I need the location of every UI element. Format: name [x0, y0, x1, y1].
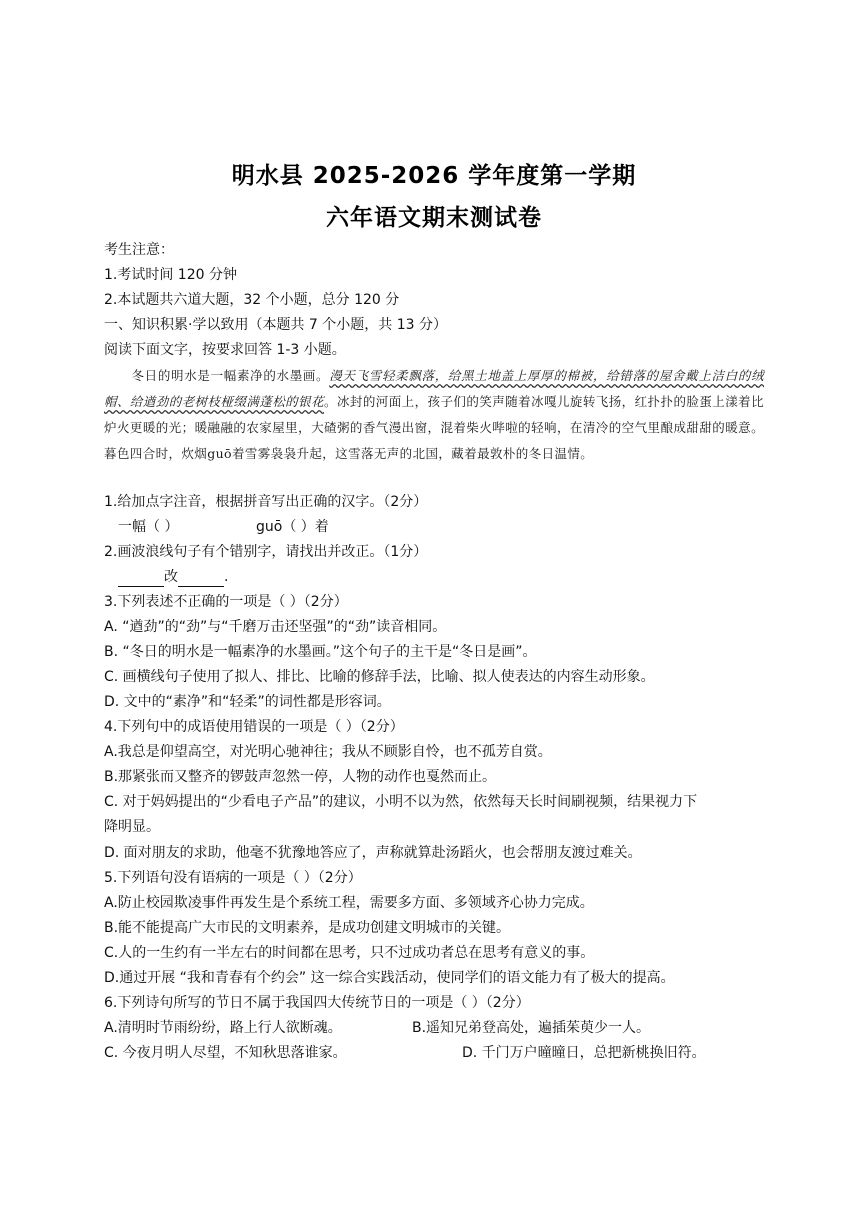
q3-option-d: D. 文中的“素净”和“轻柔”的词性都是形容词。: [104, 694, 391, 710]
notice-heading: 考生注意：: [104, 242, 174, 258]
q6-option-b: B.遥知兄弟登高处，遍插茱萸少一人。: [412, 1020, 651, 1036]
q2-blank-correct[interactable]: [178, 570, 224, 587]
q2-stem: 2.画波浪线句子有个错别字，请找出并改正。（1分）: [104, 544, 428, 560]
q5-option-b: B.能不能提高广大市民的文明素养，是成功创建文明城市的关键。: [104, 920, 511, 936]
section1-instruction: 阅读下面文字，按要求回答 1-3 小题。: [104, 342, 346, 358]
q4-stem: 4.下列句中的成语使用错误的一项是（ ）（2分）: [104, 719, 404, 735]
q3-stem: 3.下列表述不正确的一项是（ ）（2分）: [104, 594, 348, 610]
q4-option-c-line2: 降明显。: [104, 819, 160, 835]
section1-heading: 一、知识积累·学以致用（本题共 7 个小题，共 13 分）: [104, 317, 447, 333]
q6-stem: 6.下列诗句所写的节日不属于我国四大传统节日的一项是（ ）（2分）: [104, 995, 530, 1011]
q2-blank-wrong[interactable]: [118, 570, 164, 587]
passage-text-1: 冬日的明水是一幅素净的水墨画。: [131, 368, 330, 383]
exam-title-line1: 明水县 2025-2026 学年度第一学期: [231, 163, 637, 189]
q4-option-d: D. 面对朋友的求助，他毫不犹豫地答应了，声称就算赴汤蹈火，也会帮朋友渡过难关。: [104, 845, 642, 861]
q3-option-a: A. “遒劲”的“劲”与“千磨万击还坚强”的“劲”读音相同。: [104, 619, 447, 635]
wavy-underlined-sentence: 漫天飞雪轻柔飘落，给黑土地盖上厚厚的棉被，给错落的屋舍戴上洁白的绒帽、给遒劲的老树枝桠缀满蓬松的银花: [104, 368, 764, 409]
q1-item-a: 一幅（ ）: [118, 519, 179, 535]
q3-option-c: C. 画横线句子使用了拟人、排比、比喻的修辞手法，比喻、拟人使表达的内容生动形象。: [104, 669, 655, 685]
q2-end-mark: .: [224, 569, 229, 585]
q5-stem: 5.下列语句没有语病的一项是（ ）（2分）: [104, 870, 362, 886]
q3-option-b: B. “冬日的明水是一幅素净的水墨画。”这个句子的主干是“冬日是画”。: [104, 644, 537, 660]
exam-title-line2: 六年语文期末测试卷: [326, 205, 542, 231]
q4-option-c-line1: C. 对于妈妈提出的“少看电子产品”的建议，小明不以为然，依然每天长时间刷视频，结果视力下: [104, 794, 698, 810]
notice-item-2: 2.本试题共六道大题，32 个小题，总分 120 分: [104, 292, 400, 308]
notice-item-1: 1.考试时间 120 分钟: [104, 267, 237, 283]
q5-option-c: C.人的一生约有一半左右的时间都在思考，只不过成功者总在思考有意义的事。: [104, 945, 595, 961]
passage-text-2: 。冰封的河面上，孩子们的笑声随着冰嘎儿旋转飞扬，红扑扑的脸蛋上漾着比炉火更暖的光；暖融融的农家屋里，大碴粥的香气漫出窗，混着柴火哔啦的轻响，在清冷的空气里酿成甜甜的暖意。暮色四合时，炊烟guō着雪雾袅袅升起，这雪落无声的北国，藏着最敦朴的冬日温情。: [104, 394, 764, 461]
q5-option-a: A.防止校园欺凌事件再发生是个系统工程，需要多方面、多领域齐心协力完成。: [104, 895, 594, 911]
q2-answer-line: [118, 567, 228, 587]
q1-stem: 1.给加点字注音，根据拼音写出正确的汉字。（2分）: [104, 494, 428, 510]
q6-option-c: C. 今夜月明人尽望，不知秋思落谁家。: [104, 1045, 347, 1061]
q6-option-a: A.清明时节雨纷纷，路上行人欲断魂。: [104, 1020, 342, 1036]
q1-item-b: guō（ ）着: [256, 519, 329, 535]
q2-change-label: 改: [164, 569, 178, 585]
q5-option-d: D.通过开展 “我和青春有个约会” 这一综合实践活动，使同学们的语文能力有了极大的提高。: [104, 970, 675, 986]
q4-option-a: A.我总是仰望高空，对光明心驰神往；我从不顾影自怜，也不孤芳自赏。: [104, 744, 552, 760]
q6-option-d: D. 千门万户曈曈日，总把新桃换旧符。: [462, 1045, 706, 1061]
reading-passage: [104, 363, 764, 467]
q4-option-b: B.那紧张而又整齐的锣鼓声忽然一停，人物的动作也戛然而止。: [104, 769, 497, 785]
